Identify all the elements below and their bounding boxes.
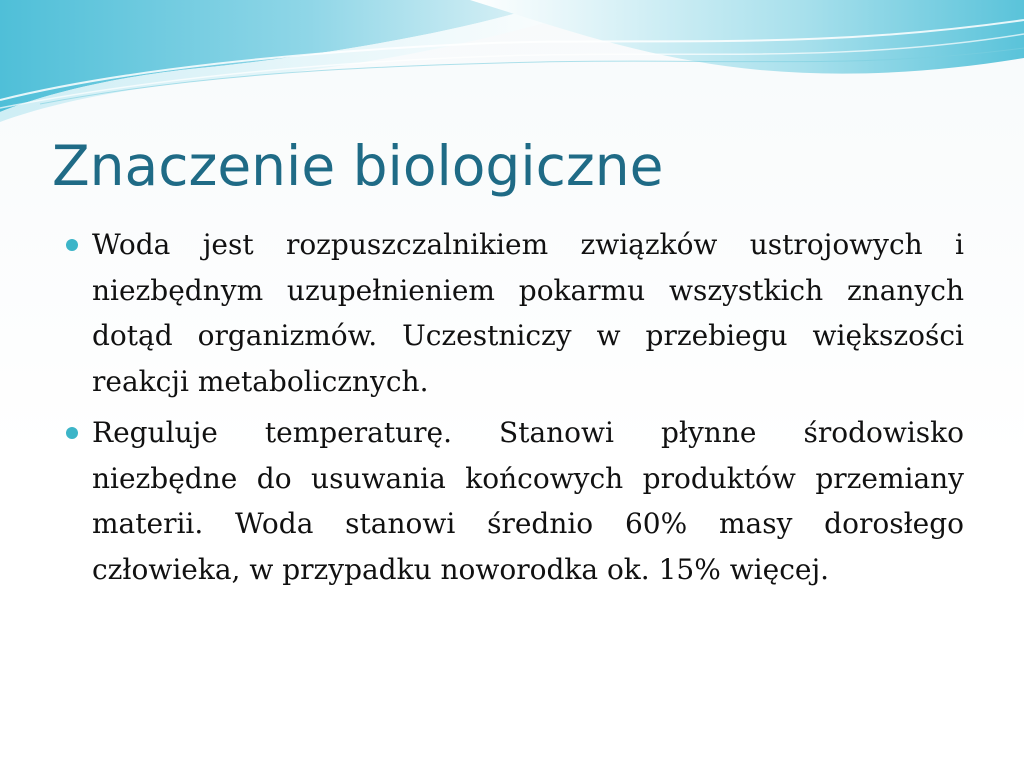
bullet-list: [62, 222, 964, 598]
decorative-wave-header: [0, 0, 1024, 130]
bullet-circle-icon: [66, 427, 78, 439]
bullet-text: Woda jest rozpuszczalnikiem związków ustrojowych i niezbędnym uzupełnieniem pokarmu wszystkich znanych dotąd organizmów. Uczestniczy w przebiegu większości reakcji metabolicznych.: [92, 228, 964, 398]
bullet-text: Reguluje temperaturę. Stanowi płynne środowisko niezbędne do usuwania końcowych produktów przemiany materii. Woda stanowi średnio 60% masy dorosłego człowieka, w przypadku noworodka ok. 15% więcej.: [92, 416, 964, 586]
slide-title: Znaczenie biologiczne: [52, 134, 664, 198]
bullet-circle-icon: [66, 239, 78, 251]
bullet-item: [62, 410, 964, 592]
wave-shape-right: [470, 0, 1024, 74]
bullet-item: [62, 222, 964, 404]
